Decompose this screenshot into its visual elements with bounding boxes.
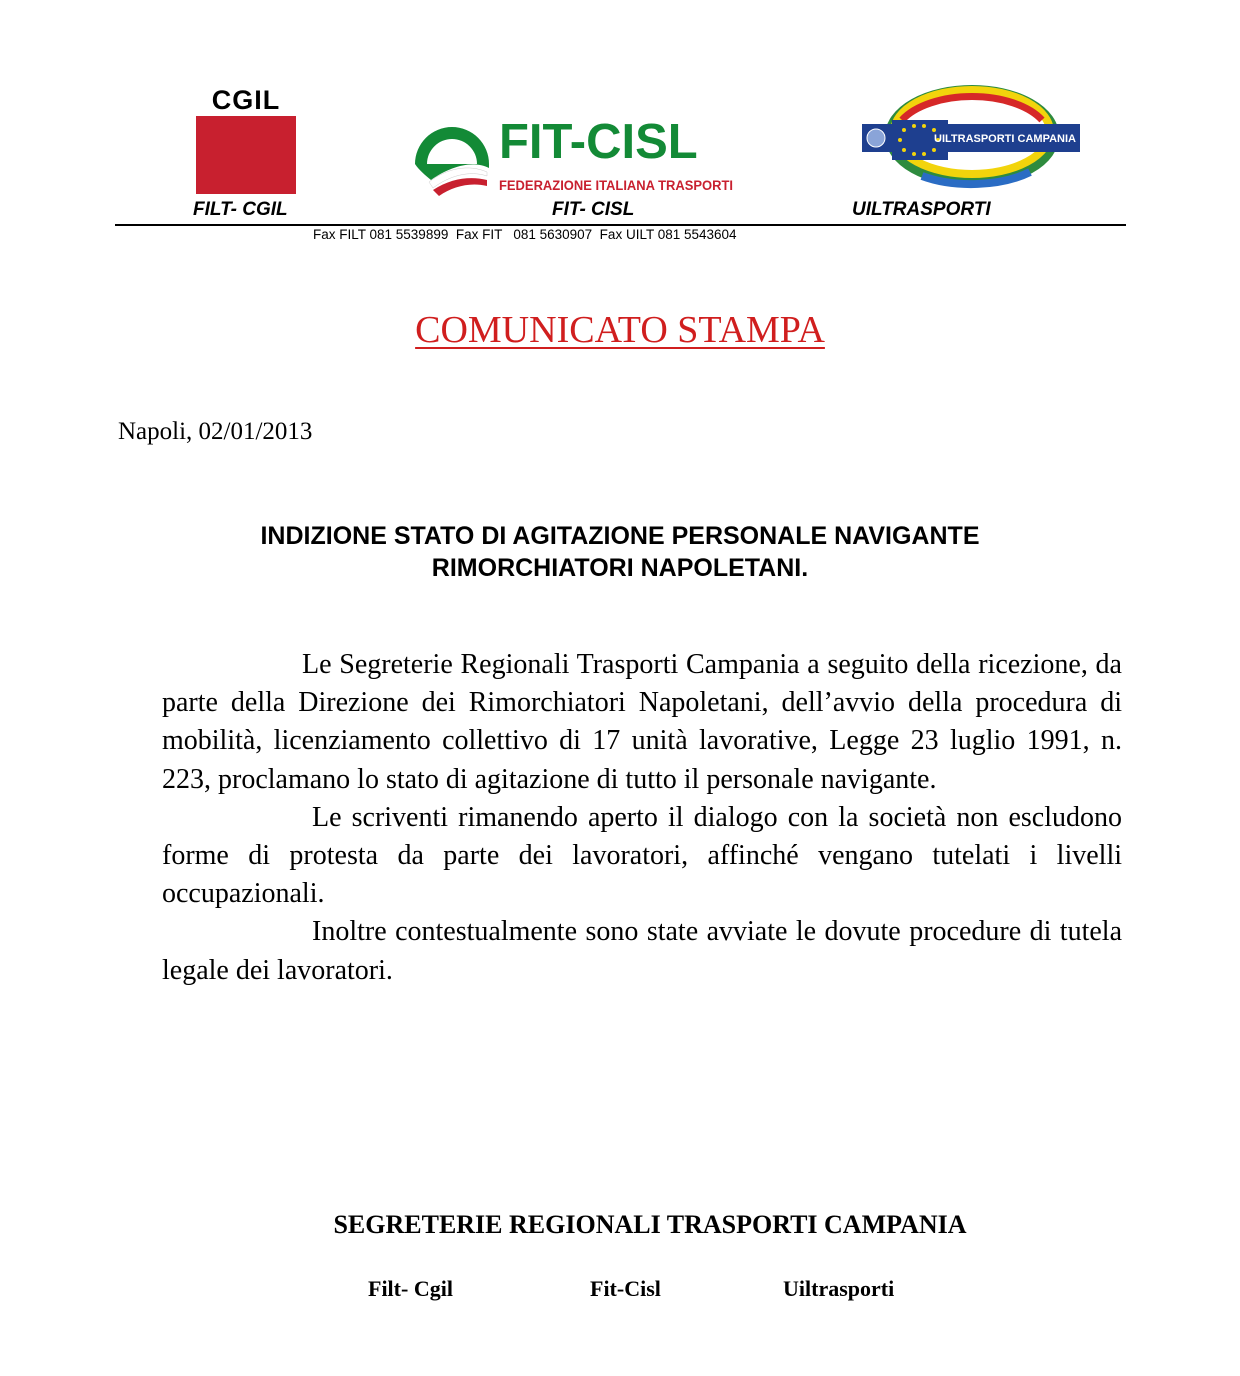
fit-cisl-logo bbox=[411, 115, 733, 198]
body-paragraph-3: Inoltre contestualmente sono state avviate le dovute procedure di tutela legale dei lavoratori. bbox=[162, 916, 1122, 986]
cgil-logo bbox=[196, 86, 296, 194]
org-label-fit-cisl: FIT- CISL bbox=[552, 199, 635, 220]
header-divider bbox=[115, 224, 1126, 226]
signature-name-fit-cisl: Fit-Cisl bbox=[590, 1276, 661, 1301]
subject-line-1: INDIZIONE STATO DI AGITAZIONE PERSONALE NAVIGANTE bbox=[260, 522, 980, 550]
date-line: Napoli, 02/01/2013 bbox=[118, 418, 313, 445]
document-title bbox=[0, 308, 1240, 352]
cgil-logo-square bbox=[196, 116, 296, 194]
subject-line-2: RIMORCHIATORI NAPOLETANI. bbox=[431, 554, 809, 582]
fit-cisl-logo-name: FIT-CISL bbox=[499, 115, 698, 169]
body-paragraph-1: Le Segreterie Regionali Trasporti Campania a seguito della ricezione, da parte della Direzione dei Rimorchiatori Napoletani, dell’avvio della procedura di mobilità, licenziamento collettivo di 17 unità lavorative, Legge 23 luglio 1991, n. 223, proclamano lo stato di agitazione di tutto il personale navigante. bbox=[162, 649, 1122, 795]
uiltrasporti-logo-text: UILTRASPORTI CAMPANIA bbox=[934, 133, 1076, 145]
cgil-logo-text: CGIL bbox=[211, 85, 281, 115]
uiltrasporti-logo bbox=[862, 80, 1082, 198]
body-paragraph-2: Le scriventi rimanendo aperto il dialogo con la società non escludono forme di protesta da parte dei lavoratori, affinché vengano tutelati i livelli occupazionali. bbox=[162, 801, 1122, 910]
fit-cisl-emblem-icon bbox=[411, 120, 493, 198]
signature-name-uiltrasporti: Uiltrasporti bbox=[783, 1276, 895, 1301]
uiltrasporti-emblem-icon bbox=[862, 80, 1082, 198]
org-label-uiltrasporti: UILTRASPORTI bbox=[852, 199, 991, 220]
signature-name-filt-cgil: Filt- Cgil bbox=[368, 1276, 453, 1301]
subject-heading bbox=[150, 520, 1090, 584]
body-text bbox=[162, 646, 1122, 990]
document-title-text: COMUNICATO STAMPA bbox=[415, 309, 825, 351]
fit-cisl-logo-subtitle: FEDERAZIONE ITALIANA TRASPORTI bbox=[499, 178, 733, 193]
signature-title: SEGRETERIE REGIONALI TRASPORTI CAMPANIA bbox=[333, 1210, 967, 1239]
org-label-filt-cgil: FILT- CGIL bbox=[193, 199, 288, 220]
fax-numbers: Fax FILT 081 5539899 Fax FIT 081 5630907 Fax UILT 081 5543604 bbox=[313, 227, 737, 242]
